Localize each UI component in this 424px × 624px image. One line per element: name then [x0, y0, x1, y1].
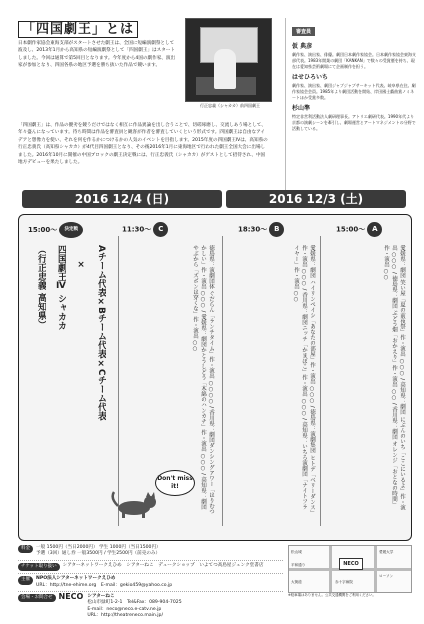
judges-panel — [285, 18, 417, 190]
access-map — [288, 545, 412, 593]
price-text: 一般 1500円（当日2000円） 学生 1000円（当日1500円） — [36, 545, 161, 550]
final-vs: × — [76, 260, 86, 270]
final-teams: Aチーム代表×Bチーム代表×Cチーム代表 — [96, 245, 106, 421]
map-label: ローソン — [379, 574, 394, 578]
judge-bio: 特定非営利活動法人劇研理事長。アトリエ劇研代表。1990年代より京都の演劇シーンを牽引し、劇場運営とアートマネジメントの分野で活動している。 — [292, 114, 416, 131]
map-label: 平和通り — [291, 563, 306, 567]
venue-email[interactable]: E-mail：neco@neco.e-catv.ne.jp — [87, 606, 162, 612]
divider — [222, 236, 223, 526]
judges-header: 審査員 — [292, 27, 315, 36]
ticket-label: チケット取り扱い — [18, 563, 60, 571]
judge-name: 仮 典彦 — [292, 43, 313, 50]
venue-label: 会場・お問合せ — [18, 594, 56, 602]
program-c: 徳島県：演劇団体 ぐだらん「ランチタイム」作・演出 ○○○○ / 香川県：劇団ダンシングアワー「はりむつかしい」作・演出 ○○○ / 愛媛県：劇団かとうしどう「木綿のハンカチ」作・演出 ○○○ / 高知県：劇団 やぶから「ズボンは穿くな」作・演出 ○○ — [192, 245, 214, 515]
ticket-outlets: シアターネットワークえひめ シアターねこ デュークショップ いよてつ高島屋ジュンク堂書店 — [62, 562, 264, 568]
venue-name: シアターねこ — [87, 594, 115, 600]
map-label: 松山城 — [291, 550, 302, 554]
photo-performer — [185, 18, 272, 102]
cat-illustration — [110, 488, 160, 518]
slot-c: 11:30～ C — [122, 222, 168, 237]
date-banner-dec4: 2016 12/4 (日) — [22, 190, 222, 208]
info-section — [18, 545, 283, 624]
organizer-label: 主催 — [18, 576, 33, 584]
judge-bio: 劇作家、演出家、俳優。劇団日本劇作家協会。日本劇作家協会東海支部代表。1983年開業の劇団「KANKAN」で数々の受賞歴を持ち、現在は愛知県芸術劇場にて企画制作を担う。 — [292, 52, 416, 69]
price-text-2: 予選（3回）通し券 一般3500円 / 学生2500円（前売のみ） — [36, 551, 161, 557]
map-label: 赤十字病院 — [335, 580, 353, 584]
parking-note: ※駐車場はありません。公共交通機関をご利用ください。 — [288, 593, 376, 597]
final-champion-name: （行正忠義 高知県） — [36, 245, 46, 330]
judge-name: 杉山準 — [292, 105, 311, 112]
venue-tel: Tel&Fax：089-904-7025 — [127, 600, 182, 606]
divider — [118, 236, 119, 526]
slot-a: 15:00～ A — [336, 222, 382, 237]
map-venue-marker: NECO — [339, 558, 363, 570]
slot-b: 18:30～ B — [238, 222, 284, 237]
intro-text-2: 「四国劇王」は、作品の優劣を競うだけではなく相互に作品異論を出し合うことで、切磋琢磨し、交流しあう場として、年々盛んになっています。待ち時間は作品を審査員と観客が作者を審査していくという形式です。四国劇王は自由なアイデアと想像力を使い、それを何を作るかにつけるかの人気のイベントを目指します。2015年度の四国劇王Ⅳは、高知県の行正忠義氏（高知県シャカカ）が4代目四国劇王となり、その後2016年1月に東海地区で行われた劇王全国大会に出場しました。2016年10月に開催の中国ブロックの劇王決定戦には、行正忠義氏（シャカカ）がゲストとして招待され、中国地方デビューを果たしました。 — [18, 123, 268, 166]
organizer-email[interactable]: E-mail：gekio459@yahoo.co.jp — [100, 582, 173, 588]
judge-name: はせひろいち — [292, 74, 329, 81]
map-label: 愛媛大学 — [379, 550, 394, 554]
venue-url[interactable]: URL：http://theatreneco.main.jp/ — [87, 613, 164, 619]
price-label: 料金 — [18, 545, 33, 553]
map-label: 大街道 — [291, 580, 302, 584]
program-b: 愛媛県：劇団 ハイリンペイシ「あなたの部屋」作・演出 ○○○ / 徳島県：演劇集団 ヒトデ「ベリーダンス」作・演出 ○○○ / 香川県：劇団ニッチ「かまぼこ」作・演出 ○○○ / 高知県：いちろ演劇団「ナイトフライヤー」作・演出 ○○ — [293, 245, 315, 513]
page-title: 「四国劇王」とは — [18, 18, 138, 37]
final-champion: 四国劇王Ⅳ シャカカ — [56, 245, 66, 331]
program-a: 愛媛県：劇団 笑い屋「夏の前夜祭」作・演出 ○○○ / 高知県：劇団 にぶんのいち「ここにいるよ」作・演出 ○○○ / 徳島県：劇団 ぶどう畑「おかえり」作・演出 ○○ / 香川県：劇団 オレンジ「おとなの時間」作・演出 ○○ — [383, 245, 405, 511]
venue-address: 松山市緑町1-2-1 — [87, 600, 123, 606]
judge-bio: 劇作家、演出家、劇団ジャブジャブサーキット代表。岐阜県在住。劇作家協会会員。1985年より劇団活動を開始、岸田國士戯曲賞ノミネートほか受賞多数。 — [292, 83, 416, 100]
photo-caption: 行正忠義（シャカカ）前四国劇王 — [200, 103, 260, 108]
divider — [320, 236, 321, 526]
speech-bubble: Don't miss it! — [155, 470, 195, 496]
date-banner-dec3: 2016 12/3 (土) — [226, 190, 406, 208]
organizer-url[interactable]: URL：http://tne-ehime.org — [36, 582, 97, 588]
venue-logo: NECO — [58, 592, 84, 602]
intro-text: 日本劇作家協会東海支部がスタートさせた劇王は、全国に短編演劇祭として波及し、2013年1月から高知県の短編演劇祭として「四国劇王」はスタートしました。今回は通算で第5回目となります。今年度から4国の劇作家、演出家が参加となり、四国各県の地区予選を勝ち抜いた作品で競います。 — [18, 41, 176, 69]
organizer-name: NPO法人シアターネットワークえひめ — [36, 576, 116, 582]
slot-final: 15:00～ 決定戦 — [28, 222, 83, 238]
